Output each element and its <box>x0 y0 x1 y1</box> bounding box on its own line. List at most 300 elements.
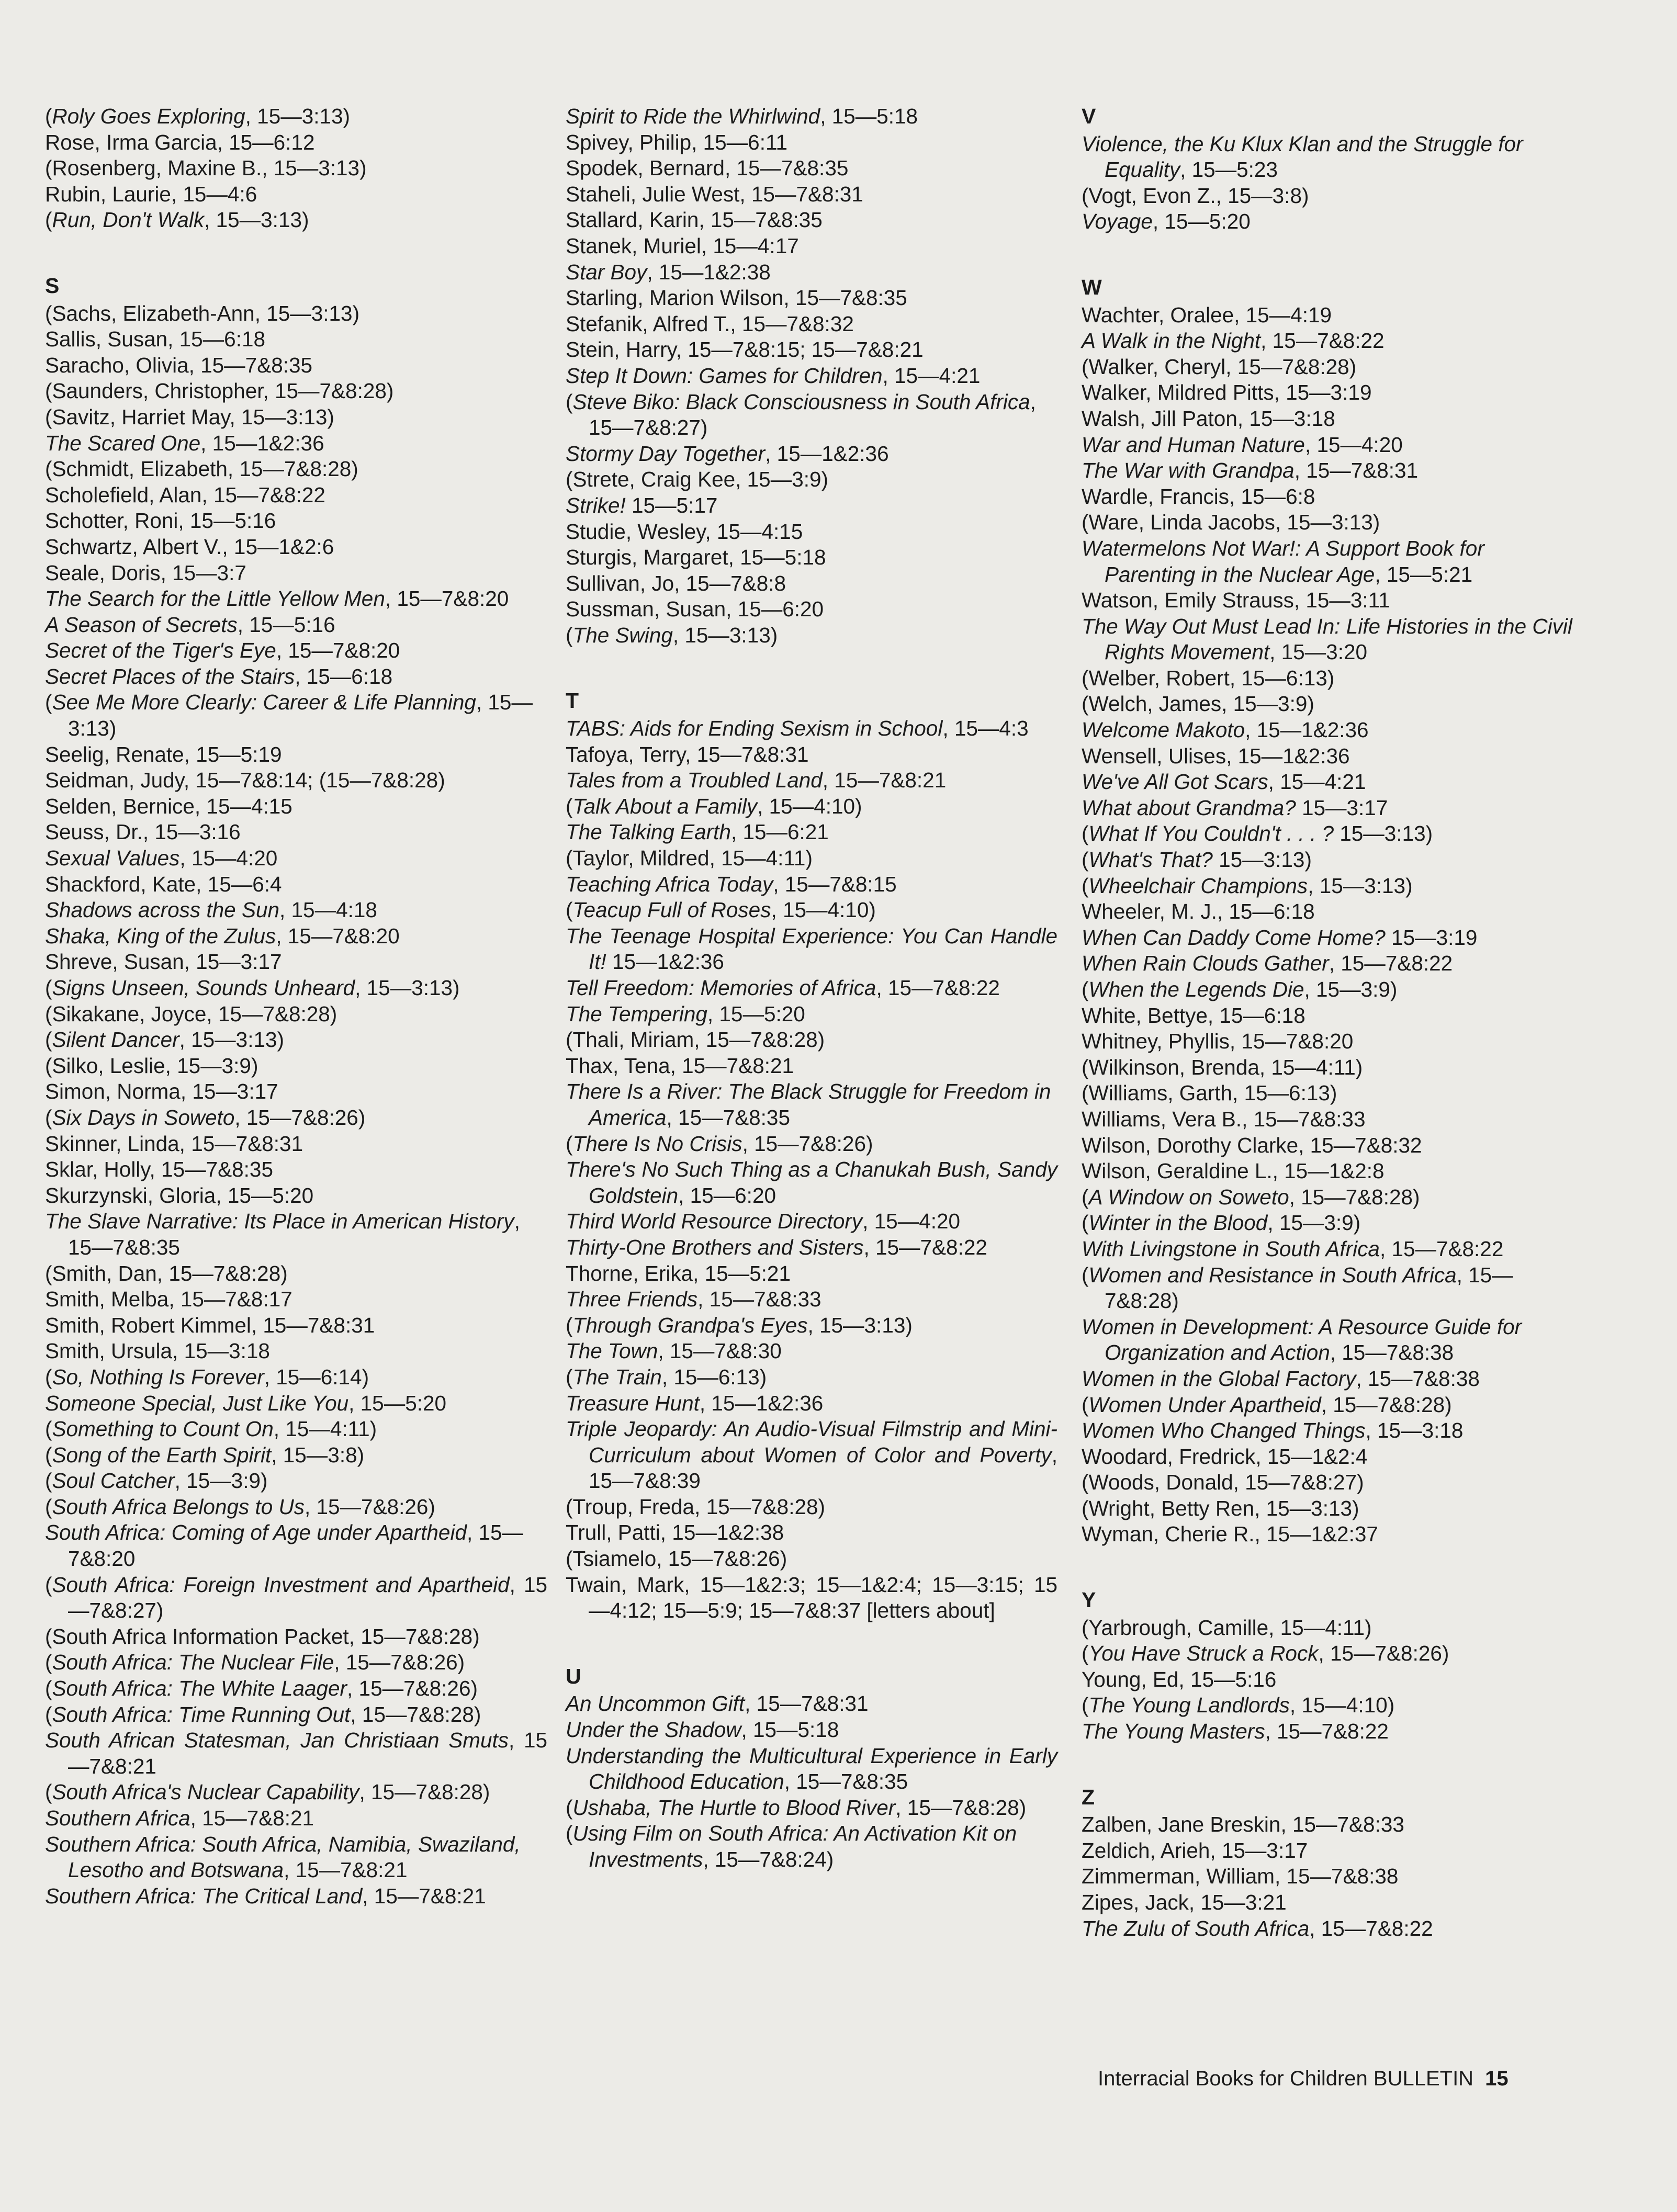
index-entry <box>566 104 1057 130</box>
entry-text: Zimmerman, William, 15—7&8:38 <box>1082 1864 1399 1889</box>
entry-reference: , 15—7&8:21 <box>822 768 947 793</box>
index-entry <box>45 1364 547 1391</box>
entry-title: The Search for the Little Yellow Men <box>45 586 385 611</box>
entry-title: Step It Down: Games for Children <box>566 363 883 388</box>
index-entry <box>566 1743 1057 1795</box>
entry-title: Shadows across the Sun <box>45 898 280 922</box>
entry-prefix: ( <box>45 690 52 715</box>
entry-reference: , 15—3:20 <box>1269 640 1368 664</box>
entry-reference: , 15—5:20 <box>348 1391 447 1415</box>
section-letter-t: T <box>566 689 579 713</box>
entry-text: Wardle, Francis, 15—6:8 <box>1082 484 1315 509</box>
entry-title: TABS: Aids for Ending Sexism in School <box>566 716 943 741</box>
entry-title: Under the Shadow <box>566 1718 741 1742</box>
index-entry <box>566 975 1057 1001</box>
entry-text: Staheli, Julie West, 15—7&8:31 <box>566 182 863 206</box>
entry-text: (Smith, Dan, 15—7&8:28) <box>45 1261 288 1285</box>
entry-prefix: ( <box>566 1364 573 1389</box>
entry-text: Tafoya, Terry, 15—7&8:31 <box>566 742 809 766</box>
entry-prefix: ( <box>45 104 52 128</box>
index-entry <box>1082 873 1573 899</box>
entry-text: (Thali, Miriam, 15—7&8:28) <box>566 1028 825 1052</box>
index-entry <box>45 404 547 431</box>
entry-text: Seidman, Judy, 15—7&8:14; (15—7&8:28) <box>45 768 445 793</box>
entry-title: South Africa: Coming of Age under Apartheid <box>45 1520 467 1545</box>
entry-reference: 15—1&2:36 <box>606 950 724 974</box>
entry-title: Watermelons Not War!: A Support Book for Parenting in the Nuclear Age <box>1082 536 1484 586</box>
index-entry <box>45 690 547 741</box>
entry-reference: , 15—1&2:36 <box>765 441 889 466</box>
index-entry <box>566 1546 1057 1572</box>
entry-reference: , 15—4:10) <box>1289 1693 1395 1718</box>
index-entry <box>566 155 1057 182</box>
entry-reference: , 15—3:18 <box>1365 1418 1464 1443</box>
entry-title: What's That? <box>1088 848 1213 872</box>
index-entry <box>45 431 547 457</box>
entry-title: Women in Development: A Resource Guide for Organization and Action <box>1082 1314 1522 1365</box>
entry-reference: , 15—4:10) <box>757 794 862 818</box>
index-entry <box>1082 1521 1573 1548</box>
index-entry <box>1082 484 1573 510</box>
entry-title: There Is No Crisis <box>572 1131 742 1156</box>
index-entry <box>1082 1444 1573 1470</box>
entry-reference: , 15—5:23 <box>1180 157 1278 182</box>
entry-reference: , 15—3:8) <box>271 1442 365 1467</box>
entry-reference: , 15—7&8:27) <box>589 389 1036 440</box>
index-entry <box>45 1157 547 1183</box>
entry-reference: , 15—7&8:28) <box>895 1795 1027 1820</box>
entry-text: Thorne, Erika, 15—5:21 <box>566 1261 791 1285</box>
index-entry <box>45 1883 547 1910</box>
entry-text: Seuss, Dr., 15—3:16 <box>45 820 241 844</box>
entry-title: The Zulu of South Africa <box>1082 1916 1310 1940</box>
entry-reference: , 15—3:13) <box>355 976 460 1000</box>
index-entry <box>45 456 547 482</box>
entry-title: A Window on Soweto <box>1088 1184 1289 1209</box>
entry-text: Stallard, Karin, 15—7&8:35 <box>566 208 823 232</box>
entry-text: (Vogt, Evon Z., 15—3:8) <box>1082 183 1309 208</box>
index-entry <box>566 285 1057 311</box>
index-entry <box>45 1624 547 1650</box>
index-entry <box>1082 1812 1573 1838</box>
index-entry <box>566 845 1057 872</box>
index-entry <box>45 897 547 923</box>
entry-title: Secret Places of the Stairs <box>45 664 295 689</box>
index-entry <box>1082 209 1573 235</box>
entry-title: Roly Goes Exploring <box>52 104 245 128</box>
entry-title: We've All Got Scars <box>1082 770 1268 794</box>
entry-title: Using Film on South Africa: An Activation Kit on Investments <box>572 1821 1017 1871</box>
index-entry <box>1082 1210 1573 1236</box>
entry-text: Wyman, Cherie R., 15—1&2:37 <box>1082 1522 1378 1547</box>
index-entry <box>45 1832 547 1883</box>
entry-text: Wheeler, M. J., 15—6:18 <box>1082 899 1315 924</box>
index-column-3 <box>1082 104 1573 1942</box>
entry-text: (Ware, Linda Jacobs, 15—3:13) <box>1082 510 1380 535</box>
entry-title: South Africa Belongs to Us <box>52 1494 305 1519</box>
entry-title: Someone Special, Just Like You <box>45 1391 349 1415</box>
index-entry <box>1082 1864 1573 1890</box>
entry-reference: , 15—4:20 <box>1304 432 1403 457</box>
entry-title: See Me More Clearly: Career & Life Planning <box>52 690 476 715</box>
index-entry <box>45 1027 547 1053</box>
index-entry <box>1082 795 1573 821</box>
entry-text: (Yarbrough, Camille, 15—4:11) <box>1082 1615 1372 1640</box>
entry-reference: , 15—7&8:22 <box>1265 1719 1389 1744</box>
entry-text: (Strete, Craig Kee, 15—3:9) <box>566 467 828 492</box>
entry-title: The Town <box>566 1339 658 1363</box>
entry-reference: , 15—7&8:31 <box>1294 458 1419 483</box>
index-entry <box>1082 665 1573 692</box>
entry-reference: , 15—5:16 <box>237 612 335 637</box>
entry-title: South Africa's Nuclear Capability <box>52 1780 359 1804</box>
index-entry <box>1082 406 1573 432</box>
section-letter-z: Z <box>1082 1785 1095 1809</box>
entry-title: When Can Daddy Come Home? <box>1082 925 1386 950</box>
entry-reference: , 15—7&8:28) <box>1321 1392 1452 1417</box>
index-entry <box>45 482 547 509</box>
entry-text: (Williams, Garth, 15—6:13) <box>1082 1081 1337 1105</box>
entry-text: Zipes, Jack, 15—3:21 <box>1082 1890 1287 1914</box>
index-entry <box>45 508 547 534</box>
entry-title: Treasure Hunt <box>566 1391 700 1415</box>
index-column-1 <box>45 104 547 1909</box>
index-entry <box>566 1027 1057 1053</box>
entry-title: What If You Couldn't . . . ? <box>1088 821 1334 846</box>
index-entry <box>566 1001 1057 1028</box>
entry-text: Walker, Mildred Pitts, 15—3:19 <box>1082 380 1372 405</box>
index-entry <box>566 623 1057 649</box>
index-entry <box>566 1821 1057 1872</box>
entry-prefix: ( <box>45 208 52 232</box>
index-entry <box>45 1442 547 1469</box>
index-entry <box>1082 1236 1573 1262</box>
entry-text: (Sachs, Elizabeth-Ann, 15—3:13) <box>45 301 360 325</box>
entry-text: (Rosenberg, Maxine B., 15—3:13) <box>45 156 367 180</box>
index-entry <box>566 1313 1057 1339</box>
entry-prefix: ( <box>45 1494 52 1519</box>
index-entry <box>45 742 547 768</box>
entry-text: (Woods, Donald, 15—7&8:27) <box>1082 1470 1364 1495</box>
entry-reference: , 15—1&2:36 <box>699 1391 824 1415</box>
index-entry <box>566 819 1057 845</box>
index-entry <box>45 353 547 379</box>
index-entry <box>45 1286 547 1313</box>
index-entry <box>566 1795 1057 1821</box>
index-entry <box>566 130 1057 156</box>
section-letter-y: Y <box>1082 1588 1096 1612</box>
entry-prefix: ( <box>45 1105 52 1130</box>
index-entry <box>1082 614 1573 665</box>
index-entry <box>566 1717 1057 1743</box>
entry-title: You Have Struck a Rock <box>1088 1641 1319 1666</box>
index-entry <box>1082 925 1573 951</box>
index-entry <box>566 768 1057 794</box>
entry-title: There's No Such Thing as a Chanukah Bush, Sandy Goldstein <box>566 1157 1057 1207</box>
entry-reference: , 15—7&8:28) <box>359 1780 490 1804</box>
index-entry <box>45 975 547 1001</box>
entry-prefix: ( <box>1082 1184 1089 1209</box>
index-entry <box>1082 1692 1573 1719</box>
entry-prefix: ( <box>1082 848 1089 872</box>
entry-prefix: ( <box>566 1795 573 1820</box>
entry-title: Soul Catcher <box>52 1469 175 1493</box>
entry-title: Voyage <box>1082 209 1153 234</box>
entry-text: (Walker, Cheryl, 15—7&8:28) <box>1082 354 1357 379</box>
entry-title: Winter in the Blood <box>1088 1211 1268 1235</box>
entry-text: Spodek, Bernard, 15—7&8:35 <box>566 156 849 180</box>
entry-prefix: ( <box>45 1676 52 1701</box>
index-entry <box>1082 302 1573 329</box>
entry-reference: , 15—7&8:28) <box>350 1702 481 1726</box>
entry-prefix: ( <box>45 1417 52 1441</box>
index-entry <box>45 1105 547 1131</box>
entry-prefix: ( <box>1082 1262 1089 1287</box>
section-letter-u: U <box>566 1664 581 1688</box>
index-entry <box>1082 1133 1573 1159</box>
entry-title: Women in the Global Factory <box>1082 1366 1356 1391</box>
entry-text: (Savitz, Harriet May, 15—3:13) <box>45 404 334 429</box>
entry-text: Rubin, Laurie, 15—4:6 <box>45 182 257 206</box>
entry-text: (Troup, Freda, 15—7&8:28) <box>566 1494 825 1519</box>
index-entry <box>566 311 1057 337</box>
entry-prefix: ( <box>1082 1641 1089 1666</box>
entry-text: Shackford, Kate, 15—6:4 <box>45 872 282 896</box>
entry-title: Something to Count On <box>52 1417 274 1441</box>
index-entry <box>1082 951 1573 977</box>
entry-text: Stein, Harry, 15—7&8:15; 15—7&8:21 <box>566 337 924 362</box>
index-entry <box>1082 354 1573 380</box>
entry-text: Twain, Mark, 15—1&2:3; 15—1&2:4; 15—3:15; 15—4:12; 15—5:9; 15—7&8:37 [letters about] <box>566 1572 1057 1623</box>
entry-title: Song of the Earth Spirit <box>52 1442 272 1467</box>
entry-text: Schwartz, Albert V., 15—1&2:6 <box>45 534 334 559</box>
entry-prefix: ( <box>1082 1392 1089 1417</box>
entry-title: Talk About a Family <box>572 794 758 818</box>
entry-text: (Tsiamelo, 15—7&8:26) <box>566 1547 787 1571</box>
index-entry <box>1082 432 1573 458</box>
entry-title: Southern Africa: South Africa, Namibia, Swaziland, Lesotho and Botswana <box>45 1832 521 1882</box>
index-entry <box>566 1691 1057 1717</box>
entry-text: (South Africa Information Packet, 15—7&8:28) <box>45 1624 480 1649</box>
index-entry <box>566 1157 1057 1209</box>
index-entry <box>566 207 1057 233</box>
index-entry <box>566 716 1057 742</box>
index-entry <box>566 742 1057 768</box>
entry-title: The Swing <box>572 623 673 647</box>
entry-title: Stormy Day Together <box>566 441 766 466</box>
index-entry <box>566 1286 1057 1313</box>
entry-text: Zeldich, Arieh, 15—3:17 <box>1082 1838 1308 1863</box>
index-entry <box>45 586 547 612</box>
entry-reference: , 15—3:13) <box>179 1028 284 1052</box>
index-entry <box>45 612 547 638</box>
index-entry <box>45 794 547 820</box>
index-entry <box>45 872 547 898</box>
entry-title: War and Human Nature <box>1082 432 1305 457</box>
index-entry <box>45 1650 547 1676</box>
entry-reference: , 15—3:13) <box>1308 873 1413 898</box>
entry-reference: , 15—7&8:20 <box>276 923 400 948</box>
entry-reference: , 15—3:13) <box>204 208 309 232</box>
index-entry <box>1082 821 1573 847</box>
entry-reference: , 15—7&8:26) <box>305 1494 435 1519</box>
entry-title: Women Who Changed Things <box>1082 1418 1366 1443</box>
entry-reference: , 15—4:20 <box>179 846 278 871</box>
entry-reference: , 15—7&8:27) <box>68 1572 547 1623</box>
entry-text: Young, Ed, 15—5:16 <box>1082 1667 1277 1691</box>
entry-text: (Saunders, Christopher, 15—7&8:28) <box>45 379 394 403</box>
entry-reference: , 15—7&8:28) <box>1289 1184 1420 1209</box>
entry-reference: , 15—7&8:26) <box>742 1131 873 1156</box>
entry-reference: 15—3:19 <box>1385 925 1478 950</box>
index-entry <box>45 1805 547 1832</box>
section-letter-w: W <box>1082 275 1102 299</box>
entry-title: Steve Biko: Black Consciousness in South Africa <box>572 389 1030 414</box>
entry-text: Wilson, Dorothy Clarke, 15—7&8:32 <box>1082 1133 1422 1157</box>
entry-text: Skurzynski, Gloria, 15—5:20 <box>45 1183 314 1207</box>
entry-text: Skinner, Linda, 15—7&8:31 <box>45 1131 303 1156</box>
index-entry <box>1082 717 1573 743</box>
entry-text: Woodard, Fredrick, 15—1&2:4 <box>1082 1444 1368 1469</box>
entry-prefix: ( <box>566 898 573 922</box>
index-entry <box>45 560 547 586</box>
index-entry <box>45 1572 547 1624</box>
entry-prefix: ( <box>566 623 573 647</box>
entry-title: Ushaba, The Hurtle to Blood River <box>572 1795 896 1820</box>
entry-text: Studie, Wesley, 15—4:15 <box>566 519 803 544</box>
entry-reference: , 15—3:9) <box>1304 977 1398 1001</box>
page-footer <box>1098 2066 1509 2092</box>
entry-prefix: ( <box>566 389 573 414</box>
entry-title: When the Legends Die <box>1088 977 1304 1001</box>
entry-reference: , 15—7&8:35 <box>784 1769 908 1794</box>
entry-title: Third World Resource Directory <box>566 1209 863 1234</box>
entry-prefix: ( <box>45 1028 52 1052</box>
entry-title: When Rain Clouds Gather <box>1082 951 1329 976</box>
index-entry <box>566 182 1057 208</box>
entry-reference: , 15—3:9) <box>174 1469 268 1493</box>
index-entry <box>45 1313 547 1339</box>
entry-reference: , 15—1&2:38 <box>647 259 771 284</box>
index-entry <box>45 1338 547 1364</box>
entry-text: Trull, Patti, 15—1&2:38 <box>566 1520 784 1545</box>
entry-text: Smith, Melba, 15—7&8:17 <box>45 1287 292 1312</box>
entry-prefix: ( <box>566 1131 573 1156</box>
index-entry <box>566 1391 1057 1417</box>
entry-reference: , 15—4:21 <box>1268 770 1366 794</box>
index-entry <box>45 1131 547 1157</box>
index-entry <box>566 493 1057 519</box>
entry-reference: , 15—7&8:26) <box>347 1676 478 1701</box>
index-entry <box>566 545 1057 571</box>
entry-title: Welcome Makoto <box>1082 718 1245 742</box>
entry-title: Spirit to Ride the Whirlwind <box>566 104 820 128</box>
entry-reference: , 15—7&8:21 <box>68 1728 547 1778</box>
index-entry <box>45 1416 547 1442</box>
entry-reference: , 15—6:13) <box>661 1364 767 1389</box>
index-entry <box>566 1338 1057 1364</box>
entry-prefix: ( <box>1082 821 1089 846</box>
entry-title: The Tempering <box>566 1001 707 1026</box>
entry-text: Stanek, Muriel, 15—4:17 <box>566 233 799 258</box>
index-entry <box>1082 458 1573 484</box>
entry-reference: , 15—5:20 <box>707 1001 805 1026</box>
index-entry <box>1082 1418 1573 1444</box>
entry-text: Wilson, Geraldine L., 15—1&2:8 <box>1082 1159 1385 1183</box>
index-entry <box>45 664 547 690</box>
index-entry <box>1082 769 1573 795</box>
entry-text: Seelig, Renate, 15—5:19 <box>45 742 282 766</box>
index-entry <box>1082 1314 1573 1366</box>
entry-text: (Wilkinson, Brenda, 15—4:11) <box>1082 1055 1363 1079</box>
index-entry <box>1082 847 1573 873</box>
entry-reference: , 15—5:21 <box>1375 562 1473 586</box>
entry-reference: , 15—7&8:15 <box>773 872 897 896</box>
entry-reference: , 15—7&8:22 <box>863 1235 987 1259</box>
entry-reference: , 15—5:18 <box>820 104 918 128</box>
entry-prefix: ( <box>45 1780 52 1804</box>
index-entry <box>1082 1262 1573 1314</box>
entry-prefix: ( <box>45 1469 52 1493</box>
entry-text: Sklar, Holly, 15—7&8:35 <box>45 1157 273 1182</box>
entry-prefix: ( <box>1082 1693 1089 1718</box>
section-letter-v: V <box>1082 104 1096 128</box>
index-entry <box>566 1364 1057 1391</box>
entry-title: Violence, the Ku Klux Klan and the Struggle for Equality <box>1082 131 1523 182</box>
entry-reference: , 15—7&8:21 <box>284 1858 408 1882</box>
entry-text: Shreve, Susan, 15—3:17 <box>45 950 282 974</box>
index-entry <box>45 1001 547 1028</box>
entry-title: The Young Masters <box>1082 1719 1265 1744</box>
entry-title: So, Nothing Is Forever <box>52 1364 264 1389</box>
section-letter-s: S <box>45 273 60 298</box>
entry-text: (Sikakane, Joyce, 15—7&8:28) <box>45 1001 337 1026</box>
entry-text: Thax, Tena, 15—7&8:21 <box>566 1053 794 1078</box>
entry-title: Shaka, King of the Zulus <box>45 923 276 948</box>
entry-reference: , 15—7&8:21 <box>362 1883 486 1908</box>
entry-text: Spivey, Philip, 15—6:11 <box>566 130 787 154</box>
index-entry <box>1082 977 1573 1003</box>
index-entry <box>566 923 1057 975</box>
index-entry <box>1082 899 1573 925</box>
entry-text: Williams, Vera B., 15—7&8:33 <box>1082 1107 1366 1131</box>
entry-title: Sexual Values <box>45 846 180 871</box>
entry-text: (Welber, Robert, 15—6:13) <box>1082 665 1335 690</box>
index-entry <box>1082 743 1573 770</box>
entry-title: Women Under Apartheid <box>1088 1392 1321 1417</box>
entry-reference: , 15—3:9) <box>1267 1211 1361 1235</box>
entry-title: With Livingstone in South Africa <box>1082 1236 1380 1261</box>
entry-text: Sturgis, Margaret, 15—5:18 <box>566 545 826 570</box>
index-entry <box>1082 183 1573 209</box>
entry-title: Strike! <box>566 493 626 517</box>
entry-title: Teaching Africa Today <box>566 872 773 896</box>
entry-title: Through Grandpa's Eyes <box>572 1313 808 1337</box>
entry-text: (Schmidt, Elizabeth, 15—7&8:28) <box>45 457 358 481</box>
index-entry <box>566 519 1057 545</box>
index-entry <box>1082 1496 1573 1522</box>
entry-title: There Is a River: The Black Struggle for Freedom in America <box>566 1079 1051 1130</box>
index-entry <box>1082 510 1573 536</box>
entry-reference: , 15—7&8:28) <box>1105 1262 1513 1313</box>
entry-title: Tales from a Troubled Land <box>566 768 823 793</box>
entry-text: (Wright, Betty Ren, 15—3:13) <box>1082 1496 1359 1520</box>
entry-text: Saracho, Olivia, 15—7&8:35 <box>45 353 313 377</box>
entry-title: Thirty-One Brothers and Sisters <box>566 1235 864 1259</box>
entry-text: Schotter, Roni, 15—5:16 <box>45 509 276 533</box>
entry-prefix: ( <box>45 1442 52 1467</box>
entry-text: Sallis, Susan, 15—6:18 <box>45 327 265 352</box>
